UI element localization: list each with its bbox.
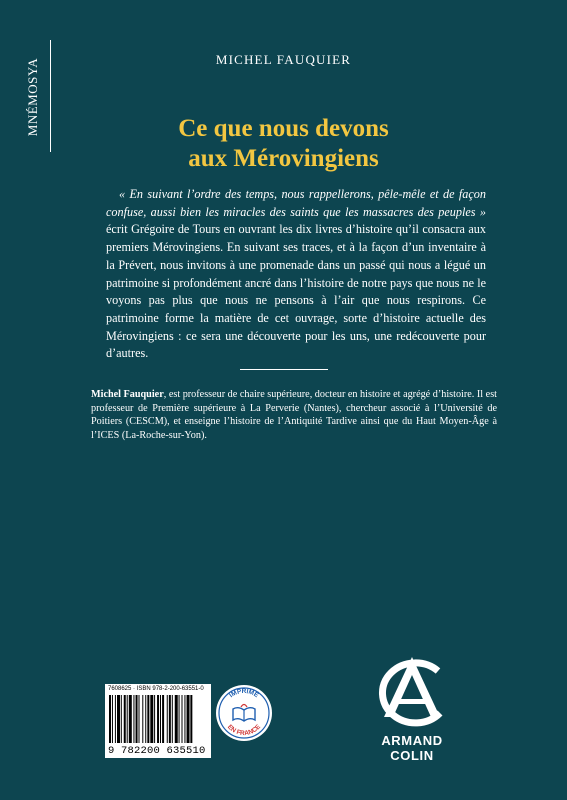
printed-in-france-stamp (215, 684, 273, 742)
bio-text: , est professeur de chaire supérieure, docteur en histoire et agrégé d’histoire. Il est professeur de Première supérieure à La Perverie (Nantes), chercheur associé à l’Université de Poitiers (CESCM), et enseigne l’histoire de l’Antiquité Tardive ainsi que du Haut Moyen-Âge à l’ICES (La-Roche-sur-Yon). (91, 389, 497, 442)
author-name: MICHEL FAUQUIER (215, 52, 352, 67)
barcode (105, 684, 211, 758)
barcode-bar (115, 695, 116, 743)
title-line-2: aux Mérovingiens (188, 145, 379, 172)
barcode-bar (145, 695, 146, 743)
barcode-bar (129, 695, 132, 743)
barcode-bar (150, 695, 153, 743)
barcode-bar (154, 695, 155, 743)
series-name: MNÉMOSYA (25, 57, 40, 137)
barcode-bar (157, 695, 159, 743)
barcode-bar (109, 695, 111, 743)
blurb-text: écrit Grégoire de Tours en ouvrant les dix livres d’histoire qu’il consacra aux premiers Mérovingiens. En suivant ses traces, et à la façon d’un inventaire à la Prévert, nous invitons à une promenade dans un passé qui nous a légué un patrimoine si profondément ancré dans l’histoire de notre pays que nous ne le voyons pas plus que nous ne pensons à l’air que nous respirons. Ce patrimoine forme la matière de cet ouvrage, sorte d’histoire actuelle des Mérovingiens : ce sera une découverte pour les uns, une redécouverte pour d’autres. (106, 222, 486, 361)
armand-colin-logo-icon (360, 655, 464, 735)
barcode-bar (175, 695, 178, 743)
barcode-bar (169, 695, 171, 743)
barcode-bar (187, 695, 190, 743)
title-line-1: Ce que nous devons (178, 115, 389, 142)
barcode-bar (182, 695, 183, 743)
blurb-quote: « En suivant l’ordre des temps, nous rappellerons, pêle-mêle et de façon confuse, aussi bien les miracles des saints que les massacres des peuples » (106, 187, 486, 219)
barcode-bar (147, 695, 149, 743)
stamp-top-text: IMPRIMÉ (228, 688, 260, 700)
barcode-bar (184, 695, 185, 743)
stamp-bottom-text: EN FRANCE (225, 723, 263, 738)
barcode-bar (142, 695, 143, 743)
barcode-bar (117, 695, 120, 743)
book-title (0, 114, 567, 174)
barcode-bar (112, 695, 113, 743)
barcode-bar (136, 695, 138, 743)
author-bio (91, 388, 497, 443)
barcode-bar (127, 695, 128, 743)
barcode-bar (162, 695, 164, 743)
barcode-bar (124, 695, 126, 743)
bio-author-name: Michel Fauquier (91, 389, 164, 400)
barcode-bar (139, 695, 140, 743)
isbn-text: 7608625 · ISBN 978-2-200-63551-0 (108, 686, 204, 692)
barcode-bar (172, 695, 173, 743)
barcode-bars (109, 695, 207, 743)
publisher-name: ARMAND COLIN (381, 733, 443, 763)
barcode-bar (121, 695, 122, 743)
section-divider (240, 369, 328, 370)
barcode-bar (167, 695, 168, 743)
back-cover-blurb (106, 186, 486, 363)
barcode-bar (160, 695, 161, 743)
barcode-bar (179, 695, 180, 743)
publisher-logo (360, 655, 464, 763)
barcode-digits: 9 782200 635510 (108, 745, 206, 757)
barcode-bar (133, 695, 134, 743)
barcode-bar (190, 695, 192, 743)
